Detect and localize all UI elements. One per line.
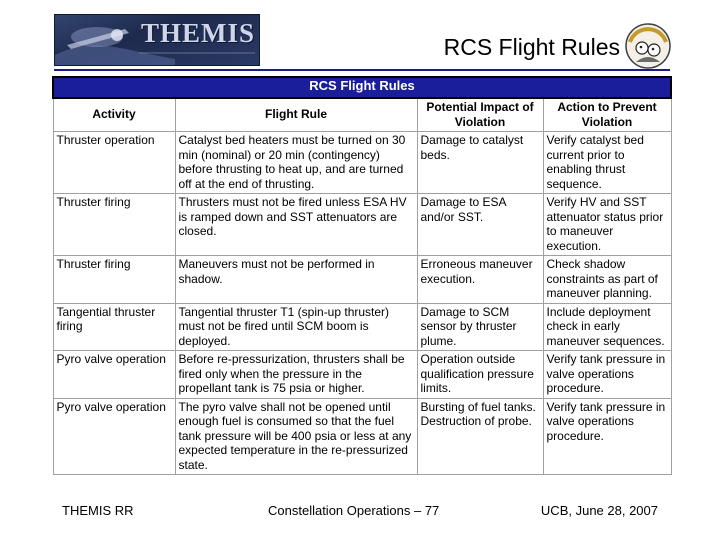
activity-cell: Tangential thruster firing (53, 303, 175, 351)
activity-cell: Thruster operation (53, 132, 175, 194)
action-cell: Verify tank pressure in valve operations procedure. (543, 398, 671, 475)
impact-cell: Damage to SCM sensor by thruster plume. (417, 303, 543, 351)
table-row (53, 256, 671, 304)
table-row (53, 398, 671, 475)
action-cell: Include deployment check in early maneuver sequences. (543, 303, 671, 351)
table-caption: RCS Flight Rules (53, 77, 671, 98)
flight-rules-table (52, 76, 672, 475)
footer-left: THEMIS RR (62, 503, 134, 518)
page-title: RCS Flight Rules (443, 34, 620, 60)
themis-mascot-icon (624, 22, 672, 70)
action-cell: Verify tank pressure in valve operations procedure. (543, 351, 671, 399)
column-header-flight-rule: Flight Rule (175, 98, 417, 132)
themis-logo (54, 14, 260, 66)
rule-cell: Tangential thruster T1 (spin-up thruster) must not be fired until SCM boom is deployed. (175, 303, 417, 351)
logo-text: THEMIS (141, 18, 256, 48)
rule-cell: The pyro valve shall not be opened until enough fuel is consumed so that the fuel tank pressure will be 400 psia or less at any expected temperature in the re-pressurized state. (175, 398, 417, 475)
column-header-impact: Potential Impact of Violation (417, 98, 543, 132)
footer-right: UCB, June 28, 2007 (540, 503, 658, 518)
table-row (53, 132, 671, 194)
action-cell: Verify HV and SST attenuator status prior to maneuver execution. (543, 194, 671, 256)
action-cell: Check shadow constraints as part of maneuver planning. (543, 256, 671, 304)
activity-cell: Pyro valve operation (53, 398, 175, 475)
rule-cell: Before re-pressurization, thrusters shall be fired only when the pressure in the propellant tank is 75 psia or higher. (175, 351, 417, 399)
activity-cell: Thruster firing (53, 194, 175, 256)
footer-center: Constellation Operations – 77 (268, 503, 440, 518)
column-header-activity: Activity (53, 98, 175, 132)
rule-cell: Thrusters must not be fired unless ESA HV is ramped down and SST attenuators are closed. (175, 194, 417, 256)
activity-cell: Thruster firing (53, 256, 175, 304)
rule-cell: Maneuvers must not be performed in shadow. (175, 256, 417, 304)
impact-cell: Bursting of fuel tanks. Destruction of probe. (417, 398, 543, 475)
column-header-action: Action to Prevent Violation (543, 98, 671, 132)
activity-cell: Pyro valve operation (53, 351, 175, 399)
table-row (53, 351, 671, 399)
rule-cell: Catalyst bed heaters must be turned on 30 min (nominal) or 20 min (contingency) before thrusting to heat up, and are turned off at the end of thrusting. (175, 132, 417, 194)
impact-cell: Operation outside qualification pressure limits. (417, 351, 543, 399)
action-cell: Verify catalyst bed current prior to enabling thrust sequence. (543, 132, 671, 194)
table-row (53, 303, 671, 351)
impact-cell: Erroneous maneuver execution. (417, 256, 543, 304)
table-row (53, 194, 671, 256)
title-underline (54, 69, 670, 71)
impact-cell: Damage to ESA and/or SST. (417, 194, 543, 256)
impact-cell: Damage to catalyst beds. (417, 132, 543, 194)
